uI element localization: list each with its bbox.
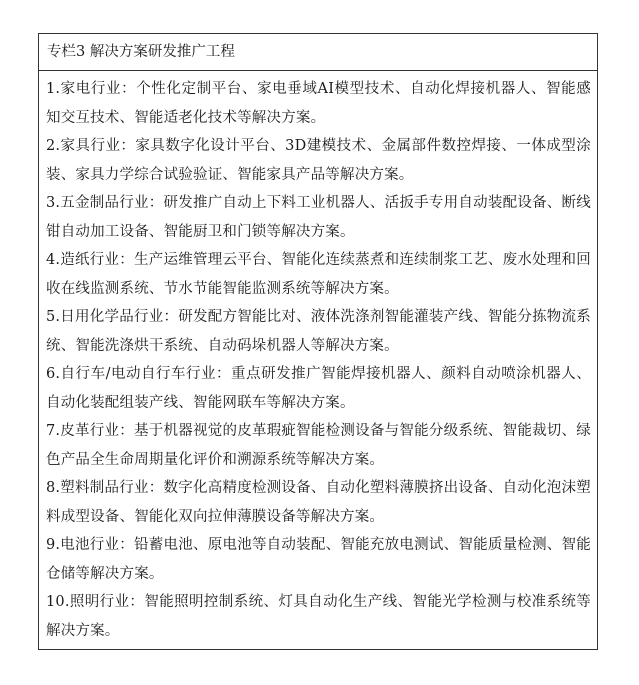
list-item: 2.家具行业：家具数字化设计平台、3D建模技术、金属部件数控焊接、一体成型涂装、家具力学综合试验验证、智能家具产品等解决方案。 bbox=[46, 138, 591, 183]
list-item: 7.皮革行业：基于机器视觉的皮革瑕疵智能检测设备与智能分级系统、智能裁切、绿色产品全生命周期量化评价和溯源系统等解决方案。 bbox=[46, 423, 591, 468]
list-item: 4.造纸行业：生产运维管理云平台、智能化连续蒸煮和连续制浆工艺、废水处理和回收在线监测系统、节水节能智能监测系统等解决方案。 bbox=[46, 252, 591, 297]
list-item: 1.家电行业：个性化定制平台、家电垂域AI模型技术、自动化焊接机器人、智能感知交互技术、智能适老化技术等解决方案。 bbox=[46, 81, 591, 126]
list-item: 3.五金制品行业：研发推广自动上下料工业机器人、活扳手专用自动装配设备、断线钳自动加工设备、智能厨卫和门锁等解决方案。 bbox=[46, 195, 591, 240]
list-item: 5.日用化学品行业：研发配方智能比对、液体洗涤剂智能灌装产线、智能分拣物流系统、智能洗涤烘干系统、自动码垛机器人等解决方案。 bbox=[46, 309, 591, 354]
list-item: 8.塑料制品行业：数字化高精度检测设备、自动化塑料薄膜挤出设备、自动化泡沫塑料成型设备、智能化双向拉伸薄膜设备等解决方案。 bbox=[46, 480, 591, 525]
list-item: 6.自行车/电动自行车行业：重点研发推广智能焊接机器人、颜料自动喷涂机器人、自动化装配组装产线、智能网联车等解决方案。 bbox=[46, 366, 591, 411]
list-item: 10.照明行业：智能照明控制系统、灯具自动化生产线、智能光学检测与校准系统等解决方案。 bbox=[46, 594, 591, 639]
box-body bbox=[39, 71, 597, 645]
list-item: 9.电池行业：铅蓄电池、原电池等自动装配、智能充放电测试、智能质量检测、智能仓储等解决方案。 bbox=[46, 537, 591, 582]
feature-box bbox=[38, 33, 598, 650]
box-title: 专栏3 解决方案研发推广工程 bbox=[39, 34, 597, 71]
